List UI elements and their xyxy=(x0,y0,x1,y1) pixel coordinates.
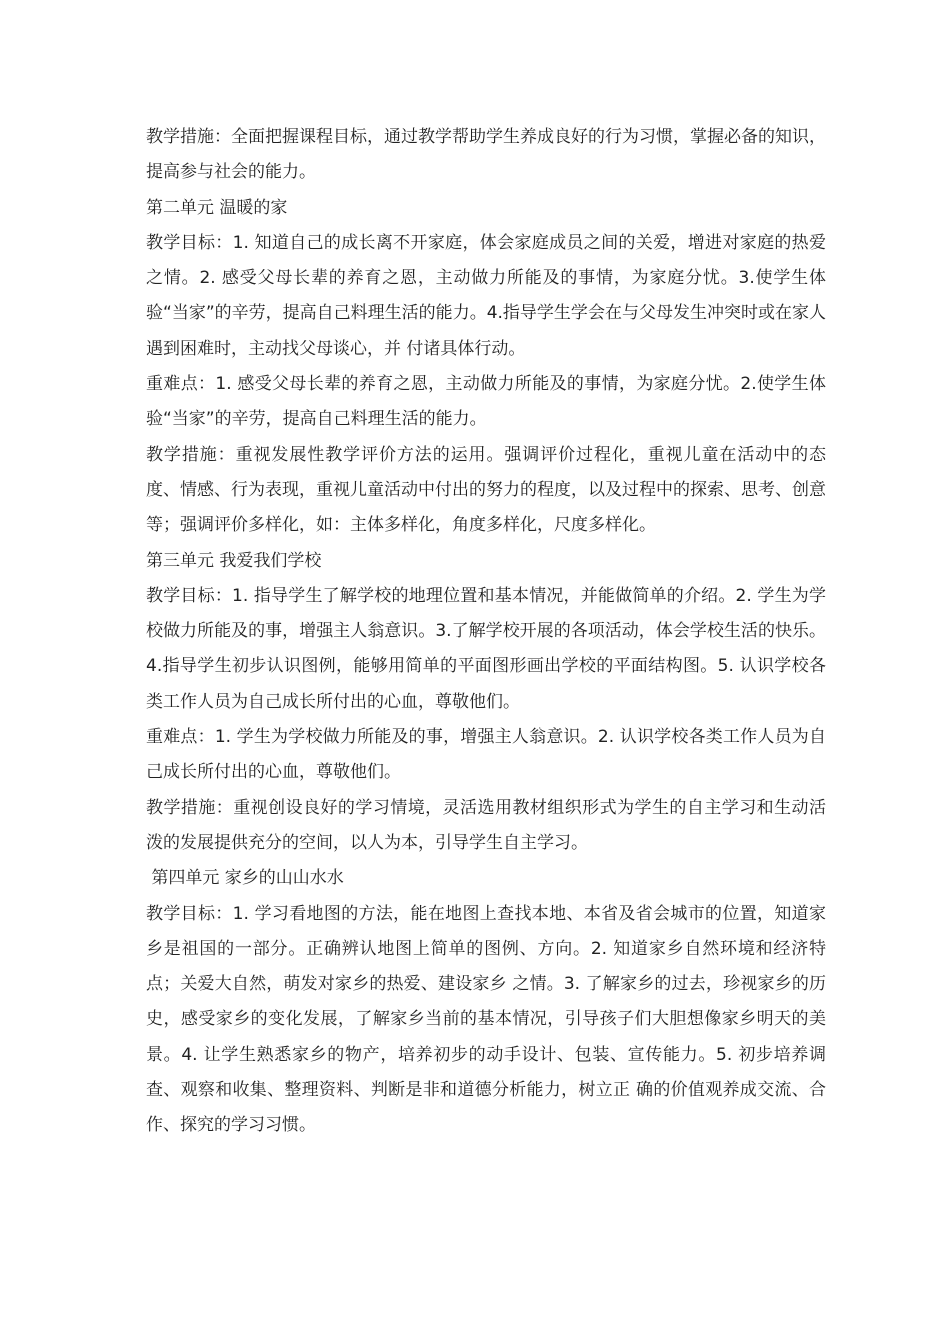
unit2-teaching-goals: 教学目标：1. 知道自己的成长离不开家庭，体会家庭成员之间的关爱，增进对家庭的热爱之情。2. 感受父母长辈的养育之恩，主动做力所能及的事情，为家庭分忧。3.使学生体验“当家”的辛劳，提高自己料理生活的能力。4.指导学生学会在与父母发生冲突时或在家人遇到困难时，主动找父母谈心，并 付诸具体行动。 xyxy=(146,232,826,359)
unit4-heading: 第四单元 家乡的山山水水 xyxy=(146,868,344,889)
unit3-key-points: 重难点：1. 学生为学校做力所能及的事，增强主人翁意识。2. 认识学校各类工作人员为自己成长所付出的心血，尊敬他们。 xyxy=(146,727,826,783)
unit2-key-points: 重难点：1. 感受父母长辈的养育之恩，主动做力所能及的事情，为家庭分忧。2.使学生体验“当家”的辛劳，提高自己料理生活的能力。 xyxy=(146,374,826,430)
unit3-heading: 第三单元 我爱我们学校 xyxy=(146,550,322,571)
unit2-heading: 第二单元 温暖的家 xyxy=(146,197,288,218)
unit3-teaching-goals: 教学目标：1. 指导学生了解学校的地理位置和基本情况，并能做简单的介绍。2. 学生为学校做力所能及的事，增强主人翁意识。3.了解学校开展的各项活动，体会学校生活的快乐。4.指导学生初步认识图例，能够用简单的平面图形画出学校的平面结构图。5. 认识学校各类工作人员为自己成长所付出的心血，尊敬他们。 xyxy=(146,585,826,712)
unit2-teaching-measures: 教学措施：重视发展性教学评价方法的运用。强调评价过程化，重视儿童在活动中的态 度、情感、行为表现，重视儿童活动中付出的努力的程度，以及过程中的探索、思考、创意等；强调评价多样化，如：主体多样化，角度多样化，尺度多样化。 xyxy=(146,444,826,536)
document-body xyxy=(146,120,826,1144)
unit4-teaching-goals: 教学目标：1. 学习看地图的方法，能在地图上查找本地、本省及省会城市的位置，知道家 乡是祖国的一部分。正确辨认地图上简单的图例、方向。2. 知道家乡自然环境和经济特点；关爱大自然，萌发对家乡的热爱、建设家乡 之情。3. 了解家乡的过去，珍视家乡的历史，感受家乡的变化发展，了解家乡当前的基本情况，引导孩子们大胆想像家乡明天的美景。4. 让学生熟悉家乡的物产，培养初步的动手设计、包装、宣传能力。5. 初步培养调查、观察和收集、整理资料、判断是非和道德分析能力，树立正 确的价值观养成交流、合作、探究的学习习惯。 xyxy=(146,903,826,1136)
unit1-teaching-measures: 教学措施：全面把握课程目标，通过教学帮助学生养成良好的行为习惯，掌握必备的知识，提高参与社会的能力。 xyxy=(146,127,826,183)
unit3-teaching-measures: 教学措施：重视创设良好的学习情境，灵活选用教材组织形式为学生的自主学习和生动活 泼的发展提供充分的空间，以人为本，引导学生自主学习。 xyxy=(146,797,826,853)
